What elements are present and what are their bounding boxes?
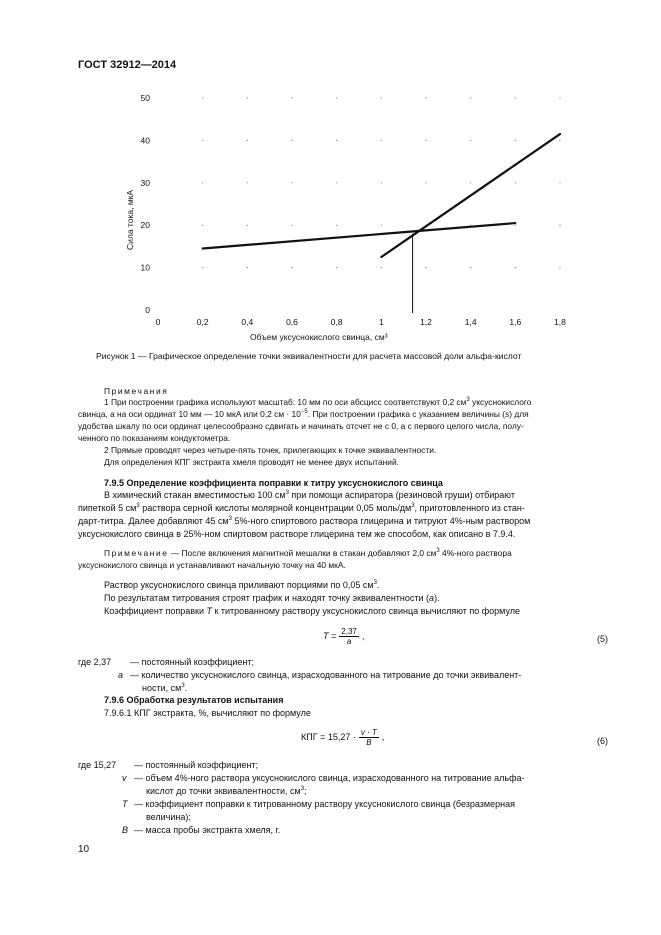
y-tick-label: 10: [140, 262, 150, 273]
formula-number: (5): [597, 634, 608, 644]
formula-number: (6): [597, 736, 608, 746]
grid-dot: [470, 140, 471, 141]
grid-dot: [291, 140, 292, 141]
note-1-text: уксуснокислого: [469, 397, 532, 407]
grid-dot: [247, 97, 248, 98]
paragraph-line: [104, 593, 440, 605]
superscript: 3: [466, 397, 470, 404]
grid-dot: [336, 182, 337, 183]
note-1-text: ) для: [509, 409, 529, 419]
formula-lhs: КПГ = 15,27 ·: [301, 731, 356, 742]
chart-grid: [202, 97, 561, 268]
grid-dot: [559, 182, 560, 183]
grid-dot: [381, 225, 382, 226]
where-text: — объем 4%-ного раствора уксуснокислого свинца, израсходованного на титрование альфа-: [134, 773, 525, 783]
y-axis-label: Сила тока, мкА: [125, 189, 135, 250]
grid-dot: [202, 225, 203, 226]
superscript: 3: [436, 548, 440, 555]
symbol: а: [429, 593, 435, 603]
note-1-text: . При построении графика с указанием величины (: [307, 409, 506, 419]
grid-dot: [515, 225, 516, 226]
formula-tail: ,: [381, 731, 385, 742]
note-label: Примечание: [104, 548, 169, 558]
grid-dot: [515, 97, 516, 98]
y-tick-label: 50: [140, 93, 150, 103]
note-line: уксуснокислого свинца и устанавливают начальную точку на 40 мкА.: [78, 560, 346, 570]
where-symbol: где 2,37: [78, 657, 112, 667]
grid-dot: [515, 182, 516, 183]
page-number: 10: [78, 844, 90, 855]
text: при помощи аспиратора (резиновой груши) отбирают: [288, 490, 515, 500]
grid-dot: [425, 267, 426, 268]
grid-dot: [425, 140, 426, 141]
formula-lhs: T =: [323, 630, 337, 641]
grid-dot: [425, 97, 426, 98]
titration-chart: [120, 82, 590, 344]
grid-dot: [202, 182, 203, 183]
text: Раствор уксуснокислого свинца приливают порциями по 0,05 см: [104, 580, 374, 590]
x-tick-label: 0,8: [330, 317, 343, 327]
paragraph-line: уксуснокислого свинца в 25%-ном спиртовом растворе глицерина тем же способом, как описано в 7.9.4.: [78, 529, 516, 539]
grid-dot: [336, 267, 337, 268]
where-text: [142, 683, 187, 695]
where-text: величина);: [146, 812, 191, 822]
grid-dot: [381, 182, 382, 183]
superscript: 3: [411, 503, 415, 509]
grid-dot: [202, 267, 203, 268]
where-symbol: Т: [122, 799, 128, 809]
note-1-line-4: ченного по показаниям кондуктометра.: [78, 433, 231, 443]
superscript: 3: [373, 580, 377, 586]
numerator: v · T: [360, 728, 377, 737]
text: .: [376, 580, 380, 590]
superscript: 3: [285, 490, 289, 496]
text: — После включения магнитной мешалки в стакан добавляют 2,0 см: [168, 548, 437, 558]
grid-dot: [470, 97, 471, 98]
text: 5%-ного спиртового раствора глицерина и титруют 4%-ным раствором: [231, 516, 531, 526]
y-tick-label: 0: [145, 305, 150, 315]
text: кислот до точки эквивалентности, см: [146, 786, 301, 796]
where-text: — количество уксуснокислого свинца, израсходованного на титрование до точки эквивалент-: [130, 670, 522, 680]
x-axis-label: Объем уксуснокислого свинца, см³: [250, 332, 388, 342]
grid-dot: [559, 97, 560, 98]
text: ).: [434, 593, 440, 603]
text: пипеткой 5 см: [78, 503, 137, 513]
where-text: — постоянный коэффициент;: [130, 657, 254, 667]
formula-6: [301, 728, 384, 747]
denominator: a: [346, 637, 352, 646]
section-7-9-6-title: 7.9.6 Обработка результатов испытания: [104, 695, 284, 705]
paragraph-line: 7.9.6.1 КПГ экстракта, %, вычисляют по формуле: [104, 708, 311, 718]
series-line-2: [381, 134, 560, 257]
superscript: 3: [228, 516, 232, 522]
paragraph-line: [104, 490, 515, 502]
paragraph-line: [104, 606, 520, 618]
y-tick-label: 30: [140, 177, 150, 188]
grid-dot: [291, 225, 292, 226]
text: .: [184, 683, 188, 693]
where-text: [146, 786, 307, 798]
grid-dot: [381, 140, 382, 141]
note-line: [104, 548, 512, 560]
grid-dot: [247, 140, 248, 141]
text: дарт-титра. Далее добавляют 45 см: [78, 516, 229, 526]
text: , приготовленного из стан-: [414, 503, 525, 513]
note-1-text: свинца, а на оси ординат 10 мм — 10 мкА или 0,2 см · 10: [78, 409, 301, 419]
grid-dot: [515, 140, 516, 141]
text: 4%-ного раствора: [439, 548, 512, 558]
symbol: Т: [206, 606, 212, 616]
chart-series: [203, 134, 560, 257]
text: В химический стакан вместимостью 100 см: [104, 490, 286, 500]
x-tick-label: 1,2: [420, 317, 432, 327]
where-symbol: v: [122, 773, 127, 783]
formula-tail: ,: [361, 630, 365, 641]
fraction: [339, 627, 359, 646]
note-1-line-2: [78, 409, 529, 421]
y-tick-labels: [141, 93, 151, 315]
superscript: 3: [181, 683, 185, 689]
grid-dot: [291, 182, 292, 183]
grid-dot: [291, 97, 292, 98]
grid-dot: [336, 97, 337, 98]
fraction: [359, 728, 379, 747]
text: раствора серной кислоты молярной концентрации 0,05 моль/дм: [139, 503, 412, 513]
x-tick-label: 1: [378, 317, 384, 327]
x-tick-label: 0,6: [286, 317, 298, 327]
figure-caption: Рисунок 1 — Графическое определение точки эквивалентности для расчета массовой доли альфа-кислот: [96, 351, 522, 361]
x-tick-label: 1,6: [509, 317, 522, 327]
note-1-line-3: удобства шкалу по оси ординат целесообразно сдвигать и начинать отсчет не с 0, а с первого целого числа, полу-: [78, 421, 524, 431]
x-tick-label: 0: [155, 317, 161, 327]
denominator: B: [366, 738, 372, 747]
where-symbol: В: [122, 825, 129, 835]
text: к титрованному раствору уксуснокислого свинца вычисляют по формуле: [211, 606, 521, 616]
grid-dot: [336, 140, 337, 141]
grid-dot: [381, 97, 382, 98]
paragraph-line: [104, 580, 379, 592]
symbol: s: [505, 409, 510, 419]
note-2: 2 Прямые проводят через четыре-пять точек, прилегающих к точке эквивалентности.: [104, 445, 437, 455]
section-7-9-5-title: 7.9.5 Определение коэффициента поправки к титру уксуснокислого свинца: [104, 478, 443, 488]
y-tick-label: 20: [140, 220, 150, 231]
formula-5: [323, 627, 364, 646]
text: Коэффициент поправки: [104, 606, 207, 616]
grid-dot: [291, 267, 292, 268]
where-symbol: а: [118, 670, 124, 680]
grid-dot: [559, 267, 560, 268]
grid-dot: [247, 267, 248, 268]
grid-dot: [247, 182, 248, 183]
document-header: ГОСТ 32912—2014: [78, 59, 177, 71]
paragraph-line: [78, 503, 525, 515]
text: ности, см: [142, 683, 182, 693]
grid-dot: [336, 225, 337, 226]
where-text: — коэффициент поправки к титрованному раствору уксуснокислого свинца (безразмерная: [134, 799, 515, 809]
x-tick-label: 0,4: [241, 317, 254, 327]
series-line-1: [203, 223, 516, 248]
x-tick-label: 1,4: [464, 317, 477, 327]
x-tick-label: 0,2: [196, 317, 209, 327]
where-text: — масса пробы экстракта хмеля, г.: [134, 825, 281, 835]
grid-dot: [247, 225, 248, 226]
grid-dot: [202, 97, 203, 98]
numerator: 2,37: [341, 627, 357, 636]
y-tick-label: 40: [140, 135, 150, 146]
superscript: 3: [300, 786, 305, 792]
x-tick-labels: [156, 317, 567, 327]
where-text: — постоянный коэффициент;: [134, 760, 258, 770]
grid-dot: [559, 225, 560, 226]
text: ;: [304, 786, 307, 796]
note-1-line-1: [104, 397, 531, 409]
grid-dot: [381, 267, 382, 268]
superscript: 3: [136, 503, 140, 509]
superscript: −5: [300, 409, 308, 416]
where-symbol: где 15,27: [78, 760, 117, 770]
grid-dot: [470, 267, 471, 268]
grid-dot: [470, 182, 471, 183]
text: По результатам титрования строят график и находят точку эквивалентности (: [104, 593, 430, 603]
grid-dot: [202, 140, 203, 141]
x-tick-label: 1,8: [554, 317, 566, 327]
notes-title: Примечания: [104, 386, 169, 396]
grid-dot: [515, 267, 516, 268]
note-1-text: 1 При построении графика используют масштаб: 10 мм по оси абсцисс соответствуют 0,2 см: [104, 397, 467, 407]
paragraph-line: [78, 516, 530, 528]
grid-dot: [425, 182, 426, 183]
grid-dot: [559, 140, 560, 141]
note-3: Для определения КПГ экстракта хмеля проводят не менее двух испытаний.: [104, 457, 399, 467]
